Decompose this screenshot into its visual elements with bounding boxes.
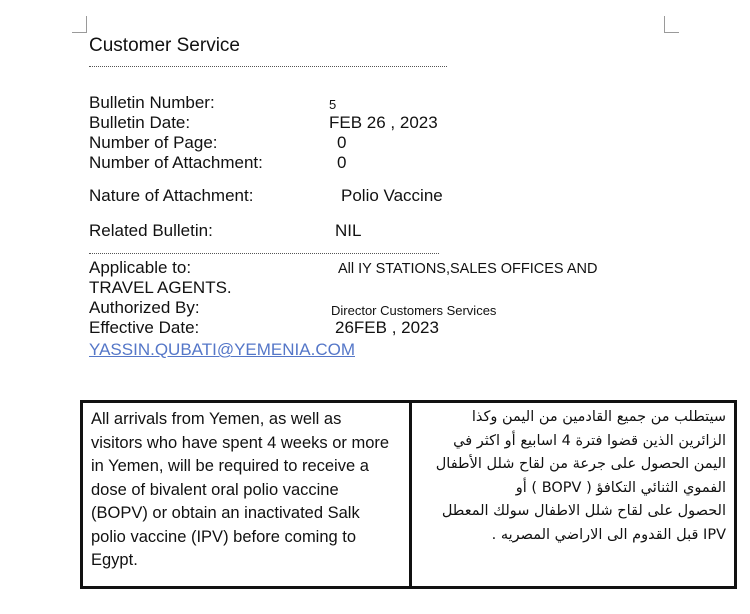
number-of-page-label: Number of Page:	[89, 133, 218, 152]
number-of-page-value: 0	[337, 133, 347, 152]
nature-of-attachment-label: Nature of Attachment:	[89, 186, 254, 205]
page-corner-mark-right	[664, 16, 679, 33]
notice-english-line: Egypt.	[91, 551, 138, 569]
authorized-by-label: Authorized By:	[89, 298, 200, 317]
notice-english-line: All arrivals from Yemen, as well as	[91, 410, 342, 428]
page-title: Customer Service	[89, 35, 240, 56]
notice-arabic-line: الحصول على لقاح شلل الاطفال سولك المعطل	[441, 503, 726, 519]
notice-arabic-cell	[412, 403, 734, 586]
applicable-to-value-continued: TRAVEL AGENTS.	[89, 278, 232, 297]
number-of-attachment-label: Number of Attachment:	[89, 153, 263, 172]
nature-of-attachment-value: Polio Vaccine	[341, 186, 443, 205]
related-bulletin-value: NIL	[335, 221, 362, 240]
authorized-by-value: Director Customers Services	[331, 303, 497, 318]
notice-english-line: in Yemen, will be required to receive a	[91, 457, 369, 475]
bulletin-number-label: Bulletin Number:	[89, 93, 215, 112]
notice-english-line: (BOPV) or obtain an inactivated Salk	[91, 504, 360, 522]
bulletin-date-value: FEB 26 , 2023	[329, 113, 438, 132]
notice-english-line: polio vaccine (IPV) before coming to	[91, 527, 357, 546]
applicable-to-value: All IY STATIONS,SALES OFFICES AND	[338, 261, 598, 277]
notice-arabic-line: الفموي الثنائي التكافؤ ( BOPV ) أو	[515, 479, 726, 496]
notice-arabic-line: IPV قبل القدوم الى الاراضي المصريه .	[491, 526, 726, 543]
notice-english-cell	[83, 403, 412, 586]
notice-table	[80, 400, 737, 589]
applicable-to-label: Applicable to:	[89, 258, 192, 277]
number-of-attachment-value: 0	[337, 153, 347, 172]
bulletin-date-label: Bulletin Date:	[89, 113, 191, 132]
bulletin-number-value: 5	[329, 97, 337, 112]
notice-arabic-line: سيتطلب من جميع القادمين من اليمن وكذا	[471, 409, 726, 425]
effective-date-label: Effective Date:	[89, 318, 200, 337]
notice-arabic-line: اليمن الحصول على جرعة من لقاح شلل الأطفال	[435, 456, 726, 472]
page-corner-mark-left	[72, 16, 87, 33]
dotted-divider-top	[89, 66, 447, 67]
notice-english-line: dose of bivalent oral polio vaccine	[91, 480, 339, 499]
contact-email-link[interactable]: YASSIN.QUBATI@YEMENIA.COM	[89, 340, 355, 359]
notice-english-line: visitors who have spent 4 weeks or more	[91, 433, 390, 452]
dotted-divider-middle	[89, 253, 439, 254]
effective-date-value: 26FEB , 2023	[335, 318, 439, 337]
related-bulletin-label: Related Bulletin:	[89, 221, 213, 240]
notice-arabic-line: الزائرين الذين قضوا فترة 4 اسابيع أو اكثر في	[453, 432, 726, 449]
